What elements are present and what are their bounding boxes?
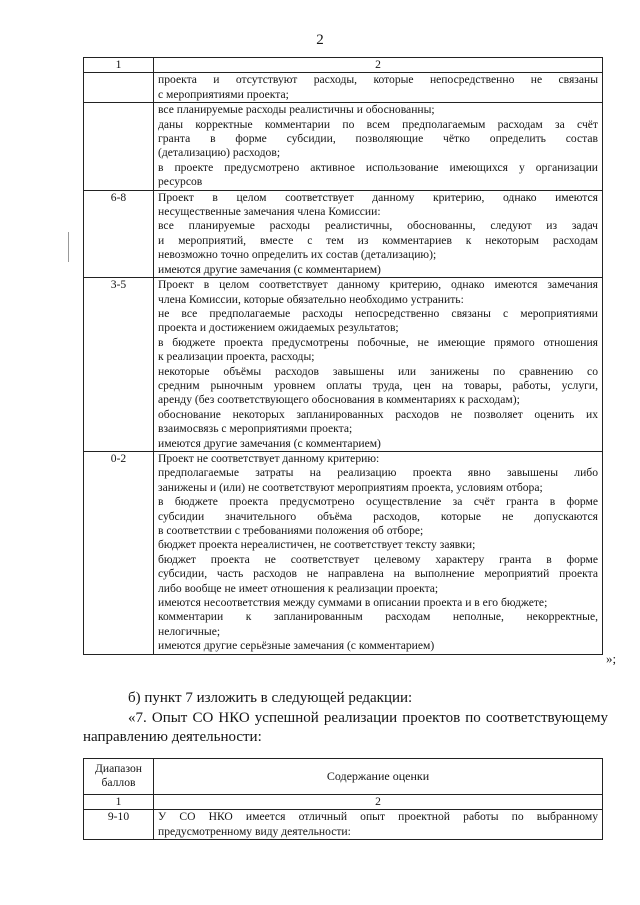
header-content: Содержание оценки [154, 759, 603, 795]
text-line: занижены и (или) не соответствуют мероприятиям проекта, условиям отбора; [158, 480, 543, 494]
description-cell [154, 73, 603, 103]
text-line: все планируемые расходы реалистичны и обоснованны; [158, 103, 435, 117]
text-line: Проект в целом соответствует данному критерию, однако имеются замечания [158, 278, 598, 292]
column-number-1: 1 [84, 58, 154, 73]
text-line: субсидии, часть расходов не направлена на выполнение мероприятий проекта [158, 567, 598, 581]
table-header-row [84, 58, 603, 73]
text-line: в соответствии с требованиями положения об отборе; [158, 524, 424, 537]
page-number: 2 [316, 32, 324, 48]
text-line: обоснование некоторых запланированных расходов не позволяет оценить их [158, 407, 598, 421]
table-row [84, 278, 603, 452]
experience-table [83, 758, 603, 840]
text-line: (детализацию) расходов; [158, 146, 281, 160]
text-line: Проект не соответствует данному критерию: [158, 451, 380, 465]
table-row [84, 451, 603, 654]
table-row [84, 810, 603, 840]
column-number-2: 2 [154, 794, 603, 809]
text-line: У СО НКО имеется отличный опыт проектной работы по выбранному [158, 810, 598, 824]
table-row [84, 73, 603, 103]
text-line: направлению деятельности: [83, 729, 262, 745]
text-line: даны корректные комментарии по всем предполагаемым расходам за счёт [158, 117, 598, 131]
text-line: невозможно точно определить их состав (детализацию); [158, 248, 437, 262]
score-cell: 9-10 [84, 810, 154, 840]
text-line: предусмотренному виду деятельности: [158, 824, 351, 838]
text-line: проекта и отсутствуют расходы, которые непосредственно не связаны [158, 73, 598, 87]
text-line: ресурсов [158, 175, 203, 189]
text-line: имеются другие серьёзные замечания (с комментарием) [158, 639, 435, 653]
column-number-2: 2 [154, 58, 603, 73]
text-line: некоторые объёмы расходов завышены или занижены по сравнению со [158, 364, 598, 378]
text-line: бюджет проекта нереалистичен, не соответствует тексту заявки; [158, 538, 476, 552]
text-line: не все предполагаемые расходы непосредственно связаны с мероприятиями [158, 306, 598, 320]
text-line: в бюджете проекта предусмотрено осуществление за счёт гранта в форме [158, 495, 598, 509]
text-line: комментарии к запланированным расходам неполные, некорректные, [158, 610, 598, 624]
text-line: аренду (без соответствующего обоснования в комментариях к расходам); [158, 393, 520, 407]
text-line: предполагаемые затраты на реализацию проекта явно завышены либо [158, 466, 598, 480]
text-line: Проект в целом соответствует данному критерию, однако имеются [158, 190, 598, 204]
score-cell [84, 73, 154, 103]
text-line: имеются несоответствия между суммами в описании проекта и в его бюджете; [158, 596, 548, 610]
text-line: гранта в форме субсидии, позволяющие чётко определить состав [158, 132, 598, 146]
description-cell [154, 103, 603, 190]
table-row [84, 190, 603, 277]
table-header-row [84, 759, 603, 795]
paragraph-point-7 [83, 709, 608, 747]
text-line: проекта и достижением ожидаемых результатов; [158, 321, 399, 335]
score-cell [84, 103, 154, 190]
score-cell: 3-5 [84, 278, 154, 452]
text-line: с мероприятиями проекта; [158, 87, 289, 101]
criteria-table [83, 57, 603, 655]
table-row [84, 103, 603, 190]
description-cell [154, 810, 603, 840]
scan-mark [68, 232, 69, 262]
header-score-range: Диапазон баллов [84, 759, 154, 795]
text-line: члена Комиссии, которые обязательно необходимо устранить: [158, 292, 464, 306]
text-line: в проекте предусмотрено активное использование имеющихся у организации [158, 160, 598, 174]
text-line: к реализации проекта, расходы; [158, 350, 315, 364]
text-line: «7. Опыт СО НКО успешной реализации проектов по соответствующему [128, 710, 608, 726]
text-line: нелогичные; [158, 624, 221, 638]
description-cell [154, 451, 603, 654]
closing-quote: »; [606, 651, 617, 666]
text-line: средним рыночным уровнем оплаты труда, цен на товары, работы, услуги, [158, 378, 598, 392]
text-line: несущественные замечания члена Комиссии: [158, 205, 381, 219]
text-line: все планируемые расходы реалистичны, обоснованны, следуют из задач [158, 219, 598, 233]
description-cell [154, 190, 603, 277]
text-line: имеются другие замечания (с комментарием) [158, 436, 381, 450]
text-line: либо вообще не имеет отношения к реализации проекта; [158, 581, 439, 595]
text-line: субсидии значительного объёма расходов, которые не допускаются [158, 509, 598, 523]
paragraph-amendment: б) пункт 7 изложить в следующей редакции: [128, 690, 413, 706]
text-line: в бюджете проекта предусмотрены побочные, не имеющие прямого отношения [158, 335, 598, 349]
text-line: имеются другие замечания (с комментарием) [158, 262, 381, 276]
text-line: взаимосвязь с мероприятиями проекта; [158, 422, 353, 436]
column-number-1: 1 [84, 794, 154, 809]
score-cell: 0-2 [84, 451, 154, 654]
score-cell: 6-8 [84, 190, 154, 277]
table-number-row [84, 794, 603, 809]
description-cell [154, 278, 603, 452]
text-line: бюджет проекта не соответствует целевому характеру гранта в форме [158, 552, 598, 566]
text-line: и мероприятий, вместе с тем из комментариев к некоторым расходам [158, 233, 598, 247]
